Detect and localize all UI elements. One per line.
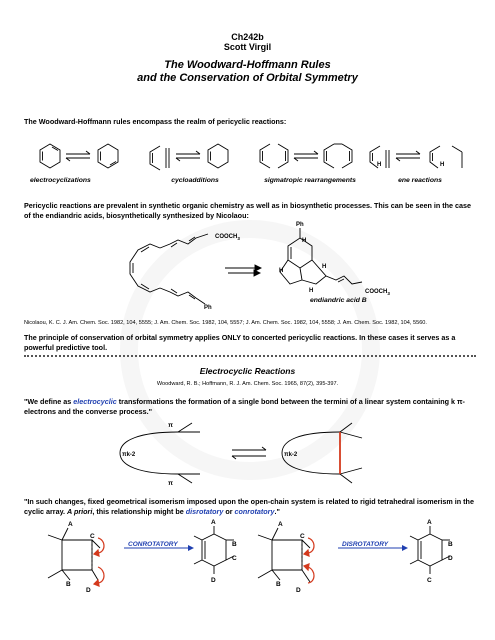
label-electrocyclizations: electrocyclizations: [30, 177, 91, 184]
pi-k2-label-left: πk-2: [122, 452, 136, 458]
pi-label-bottom: π: [168, 480, 173, 487]
pi-k2-label-right: πk-2: [284, 452, 298, 458]
con-prod-c: C: [232, 555, 237, 562]
author-name: Scott Virgil: [223, 42, 272, 52]
con-prod-d: D: [211, 577, 216, 584]
con-sub-d: D: [86, 587, 91, 594]
dis-sub-b: B: [276, 581, 281, 588]
term-electrocyclic: electrocyclic: [73, 397, 117, 406]
product-h-bottom: H: [309, 288, 314, 294]
stereo-quote: "In such changes, fixed geometrical isomerism imposed upon the open-chain system is related to rigid tetrahedral isomerism in the cyclic array. A priori, this relationship might be disrotatory or conrotatory.": [24, 497, 474, 516]
dis-sub-d: D: [296, 587, 301, 594]
dis-sub-a: A: [278, 521, 283, 528]
product-h-left: H: [279, 268, 284, 274]
biosynthesis-text: Pericyclic reactions are prevalent in synthetic organic chemistry as well as in biosynthetic processes. This can be seen in the case of the endiandric acids, biosynthetically synthesized by Nicolaou:: [24, 201, 472, 220]
dis-prod-d: D: [448, 555, 453, 562]
con-prod-a: A: [211, 519, 216, 526]
disrotatory-label: DISROTATORY: [342, 541, 389, 548]
product-phenyl-label: Ph: [296, 222, 304, 228]
reactant-phenyl-label: Ph: [204, 305, 212, 311]
product-h-top: H: [302, 238, 307, 244]
label-sigmatropic: sigmatropic rearrangements: [264, 177, 356, 184]
con-prod-b: B: [232, 541, 237, 548]
principle-text: The principle of conservation of orbital symmetry applies ONLY to concerted pericyclic reactions. In these cases it serves as a powerful predictive tool.: [24, 333, 456, 352]
dis-prod-b: B: [448, 541, 453, 548]
page-title-line1: The Woodward-Hoffmann Rules: [164, 59, 331, 71]
conrotatory-label: CONROTATORY: [128, 541, 178, 548]
product-name: endiandric acid B: [310, 297, 367, 304]
product-ester-label: $COOCH_3$: [365, 289, 390, 296]
reactant-ester-label: $COOCH_3$: [215, 234, 240, 241]
woodward-reference: Woodward, R. B.; Hoffmann, R. J. Am. Chem. Soc. 1965, 87(2), 395-397.: [156, 381, 339, 387]
product-h-right: H: [322, 264, 327, 270]
con-sub-a: A: [68, 521, 73, 528]
intro-text: The Woodward-Hoffmann rules encompass the realm of pericyclic reactions:: [24, 117, 287, 126]
ene-h-left: H: [377, 162, 382, 168]
electrocyclic-heading: Electrocyclic Reactions: [199, 366, 296, 376]
nicolaou-reference: Nicolaou, K. C. J. Am. Chem. Soc. 1982, 104, 5555; J. Am. Chem. Soc. 1982, 104, 5557; J. Am. Chem. Soc. 1982, 104, 5558; J. Am. Chem. Soc. 1982, 104, 5560.: [24, 320, 427, 326]
dis-sub-c: C: [300, 533, 305, 540]
page-title-line2: and the Conservation of Orbital Symmetry: [137, 72, 358, 84]
course-code: Ch242b: [231, 32, 264, 42]
con-sub-b: B: [66, 581, 71, 588]
pi-label-top: π: [168, 422, 173, 429]
con-sub-c: C: [90, 533, 95, 540]
electrocyclic-definition: "We define as electrocyclic transformations the formation of a single bond between the termini of a linear system containing k π-electrons and the converse process.": [24, 397, 465, 416]
label-ene: ene reactions: [398, 177, 442, 184]
ene-h-right: H: [440, 162, 445, 168]
dis-prod-a: A: [427, 519, 432, 526]
dis-prod-c: C: [427, 577, 432, 584]
label-cycloadditions: cycloadditions: [171, 177, 219, 184]
